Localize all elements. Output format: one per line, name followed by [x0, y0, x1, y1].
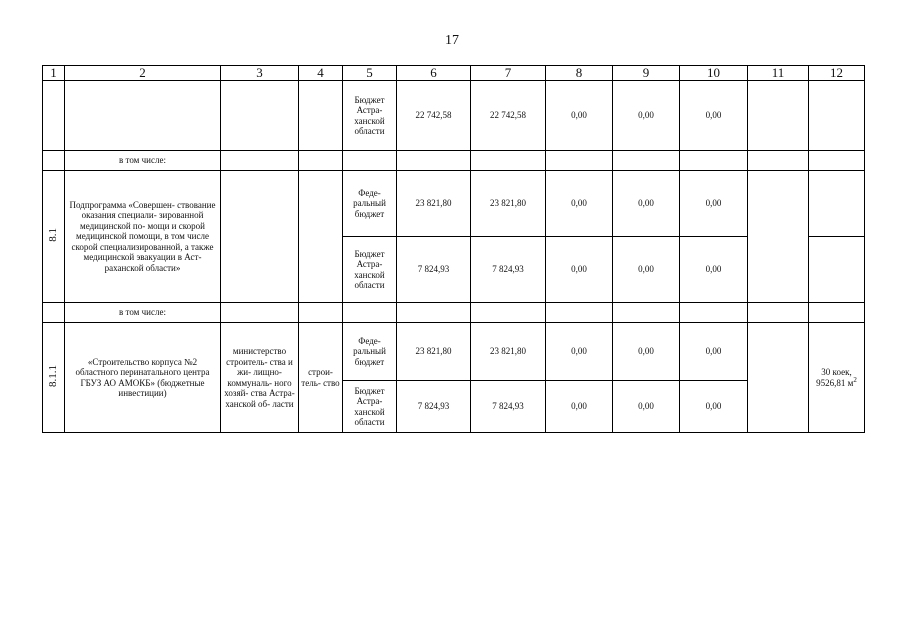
amount-cell: 0,00	[680, 171, 748, 237]
amount-cell: 0,00	[546, 381, 613, 433]
amount-cell: 0,00	[613, 171, 680, 237]
header-cell: 3	[221, 66, 299, 81]
funding-source: Феде- ральный бюджет	[343, 323, 397, 381]
budget-table	[42, 65, 865, 433]
amount-cell: 0,00	[613, 381, 680, 433]
table-row	[43, 303, 865, 323]
table-row	[43, 81, 865, 151]
section-label: в том числе:	[65, 303, 221, 323]
amount-cell: 7 824,93	[471, 237, 546, 303]
funding-source: Бюджет Астра- ханской области	[343, 237, 397, 303]
header-row	[43, 66, 865, 81]
amount-cell: 22 742,58	[471, 81, 546, 151]
table-row	[43, 171, 865, 237]
result-cell	[809, 323, 865, 433]
amount-cell: 23 821,80	[397, 171, 471, 237]
amount-cell: 0,00	[613, 237, 680, 303]
row-number: 8.1	[47, 228, 60, 243]
section-label: в том числе:	[65, 151, 221, 171]
subprogram-title: Подпрограмма «Совершен- ствование оказания специали- зированной медицинской по- мощи и скорой медицинской помощи, в том числе скорой специализированной, а также медицинской эвакуации в Аст- раханской области»	[65, 171, 221, 303]
amount-cell: 7 824,93	[397, 381, 471, 433]
amount-cell: 23 821,80	[471, 323, 546, 381]
funding-source: Бюджет Астра- ханской области	[343, 81, 397, 151]
header-cell: 6	[397, 66, 471, 81]
result-text: 30 коек, 9526,81 м	[816, 367, 854, 388]
amount-cell: 0,00	[613, 81, 680, 151]
result-superscript: 2	[853, 375, 857, 384]
header-cell: 2	[65, 66, 221, 81]
header-cell: 7	[471, 66, 546, 81]
amount-cell: 0,00	[546, 323, 613, 381]
row-number: 8.1.1	[47, 365, 60, 388]
page-number: 17	[445, 33, 459, 48]
amount-cell: 23 821,80	[397, 323, 471, 381]
header-cell: 12	[809, 66, 865, 81]
header-cell: 11	[748, 66, 809, 81]
amount-cell: 0,00	[546, 81, 613, 151]
funding-source: Феде- ральный бюджет	[343, 171, 397, 237]
table-row	[43, 323, 865, 381]
header-cell: 9	[613, 66, 680, 81]
executor-cell: министерство строитель- ства и жи- лищно- коммуналь- ного хозяй- ства Астра- ханской об- ласти	[221, 323, 299, 433]
amount-cell: 23 821,80	[471, 171, 546, 237]
amount-cell: 0,00	[680, 237, 748, 303]
investment-type: строи- тель- ство	[299, 323, 343, 433]
header-cell: 8	[546, 66, 613, 81]
header-cell: 10	[680, 66, 748, 81]
amount-cell: 0,00	[613, 323, 680, 381]
amount-cell: 22 742,58	[397, 81, 471, 151]
amount-cell: 0,00	[680, 381, 748, 433]
table-row	[43, 151, 865, 171]
amount-cell: 7 824,93	[471, 381, 546, 433]
amount-cell: 0,00	[546, 171, 613, 237]
amount-cell: 0,00	[680, 81, 748, 151]
amount-cell: 0,00	[680, 323, 748, 381]
funding-source: Бюджет Астра- ханской области	[343, 381, 397, 433]
header-cell: 5	[343, 66, 397, 81]
header-cell: 1	[43, 66, 65, 81]
amount-cell: 0,00	[546, 237, 613, 303]
item-title: «Строительство корпуса №2 областного перинатального центра ГБУЗ АО АМОКБ» (бюджетные инвестиции)	[65, 323, 221, 433]
amount-cell: 7 824,93	[397, 237, 471, 303]
header-cell: 4	[299, 66, 343, 81]
